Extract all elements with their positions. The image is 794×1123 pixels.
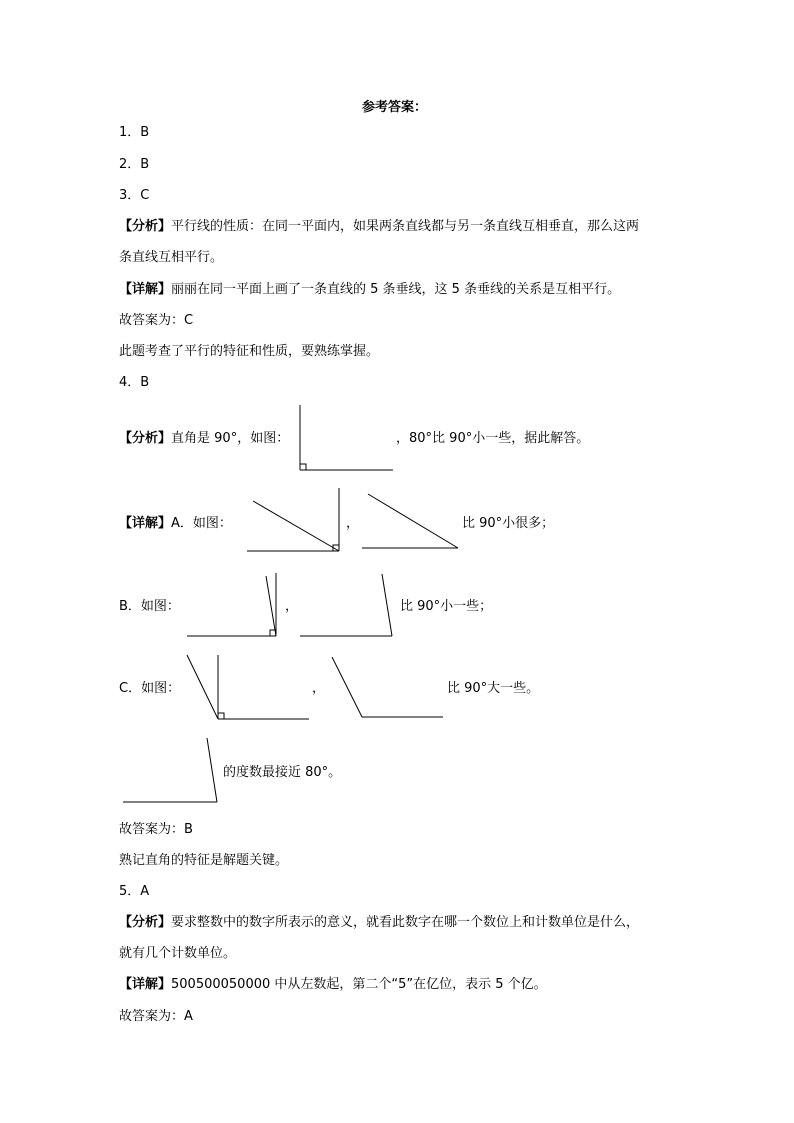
analysis-text: 直角是 90°，如图：	[171, 431, 290, 446]
option-a-prefix: A．如图：	[171, 516, 232, 531]
detail-text: 丽丽在同一平面上画了一条直线的 5 条垂线，这 5 条垂线的关系是互相平行。	[171, 282, 621, 297]
option-a-suffix: 比 90°小很多；	[462, 516, 555, 531]
analysis-tag: 【分析】	[119, 431, 172, 446]
angle-80-figure	[121, 737, 221, 805]
angle-b-compare-figure	[186, 573, 282, 639]
angle-a-figure	[362, 492, 462, 552]
q4-option-c: C．如图：	[119, 681, 181, 696]
right-angle-figure	[295, 405, 395, 473]
detail-tag: 【详解】	[119, 282, 172, 297]
analysis-tag: 【分析】	[119, 219, 172, 234]
angle-b-figure	[299, 572, 395, 638]
detail-tag: 【详解】	[119, 977, 172, 992]
page-title: 参考答案：	[362, 100, 428, 115]
angle-a-compare-figure	[247, 488, 345, 556]
q4-note: 熟记直角的特征是解题关键。	[119, 853, 289, 868]
q3-note: 此题考查了平行的特征和性质，要熟练掌握。	[119, 344, 380, 359]
q5-detail	[119, 976, 547, 994]
q5-analysis-line2: 就有几个计数单位。	[119, 946, 237, 961]
detail-tag: 【详解】	[119, 516, 172, 531]
answer-4: 4．B	[119, 375, 150, 390]
q3-analysis-line2: 条直线互相平行。	[119, 250, 224, 265]
q4-option-a	[119, 515, 232, 533]
q4-final: 的度数最接近 80°。	[223, 765, 342, 780]
comma: ，	[312, 681, 326, 696]
q3-answer: 故答案为：C	[119, 313, 194, 328]
answer-3: 3．C	[119, 188, 150, 203]
comma: ，	[285, 599, 299, 614]
q5-analysis-line1	[119, 914, 639, 932]
comma: ，	[346, 516, 360, 531]
answer-1: 1．B	[119, 125, 150, 140]
analysis-tag: 【分析】	[119, 915, 172, 930]
q4-option-b: B．如图：	[119, 599, 180, 614]
q3-detail	[119, 281, 620, 299]
angle-c-figure	[330, 656, 446, 720]
answer-5: 5．A	[119, 884, 150, 899]
q4-answer: 故答案为：B	[119, 822, 193, 837]
analysis-text: 平行线的性质：在同一平面内，如果两条直线都与另一条直线互相垂直，那么这两	[171, 219, 640, 234]
option-b-suffix: 比 90°小一些；	[400, 599, 493, 614]
detail-text: 500500050000 中从左数起，第二个“5”在亿位，表示 5 个亿。	[171, 977, 547, 992]
analysis-text: 要求整数中的数字所表示的意义，就看此数字在哪一个数位上和计数单位是什么，	[171, 915, 640, 930]
answer-2: 2．B	[119, 157, 150, 172]
angle-c-compare-figure	[185, 654, 311, 722]
q4-analysis	[119, 430, 289, 448]
q3-analysis-line1	[119, 218, 639, 236]
option-c-suffix: 比 90°大一些。	[447, 681, 540, 696]
q4-analysis-suffix: ，80°比 90°小一些，据此解答。	[396, 431, 590, 446]
q5-answer: 故答案为：A	[119, 1009, 193, 1024]
